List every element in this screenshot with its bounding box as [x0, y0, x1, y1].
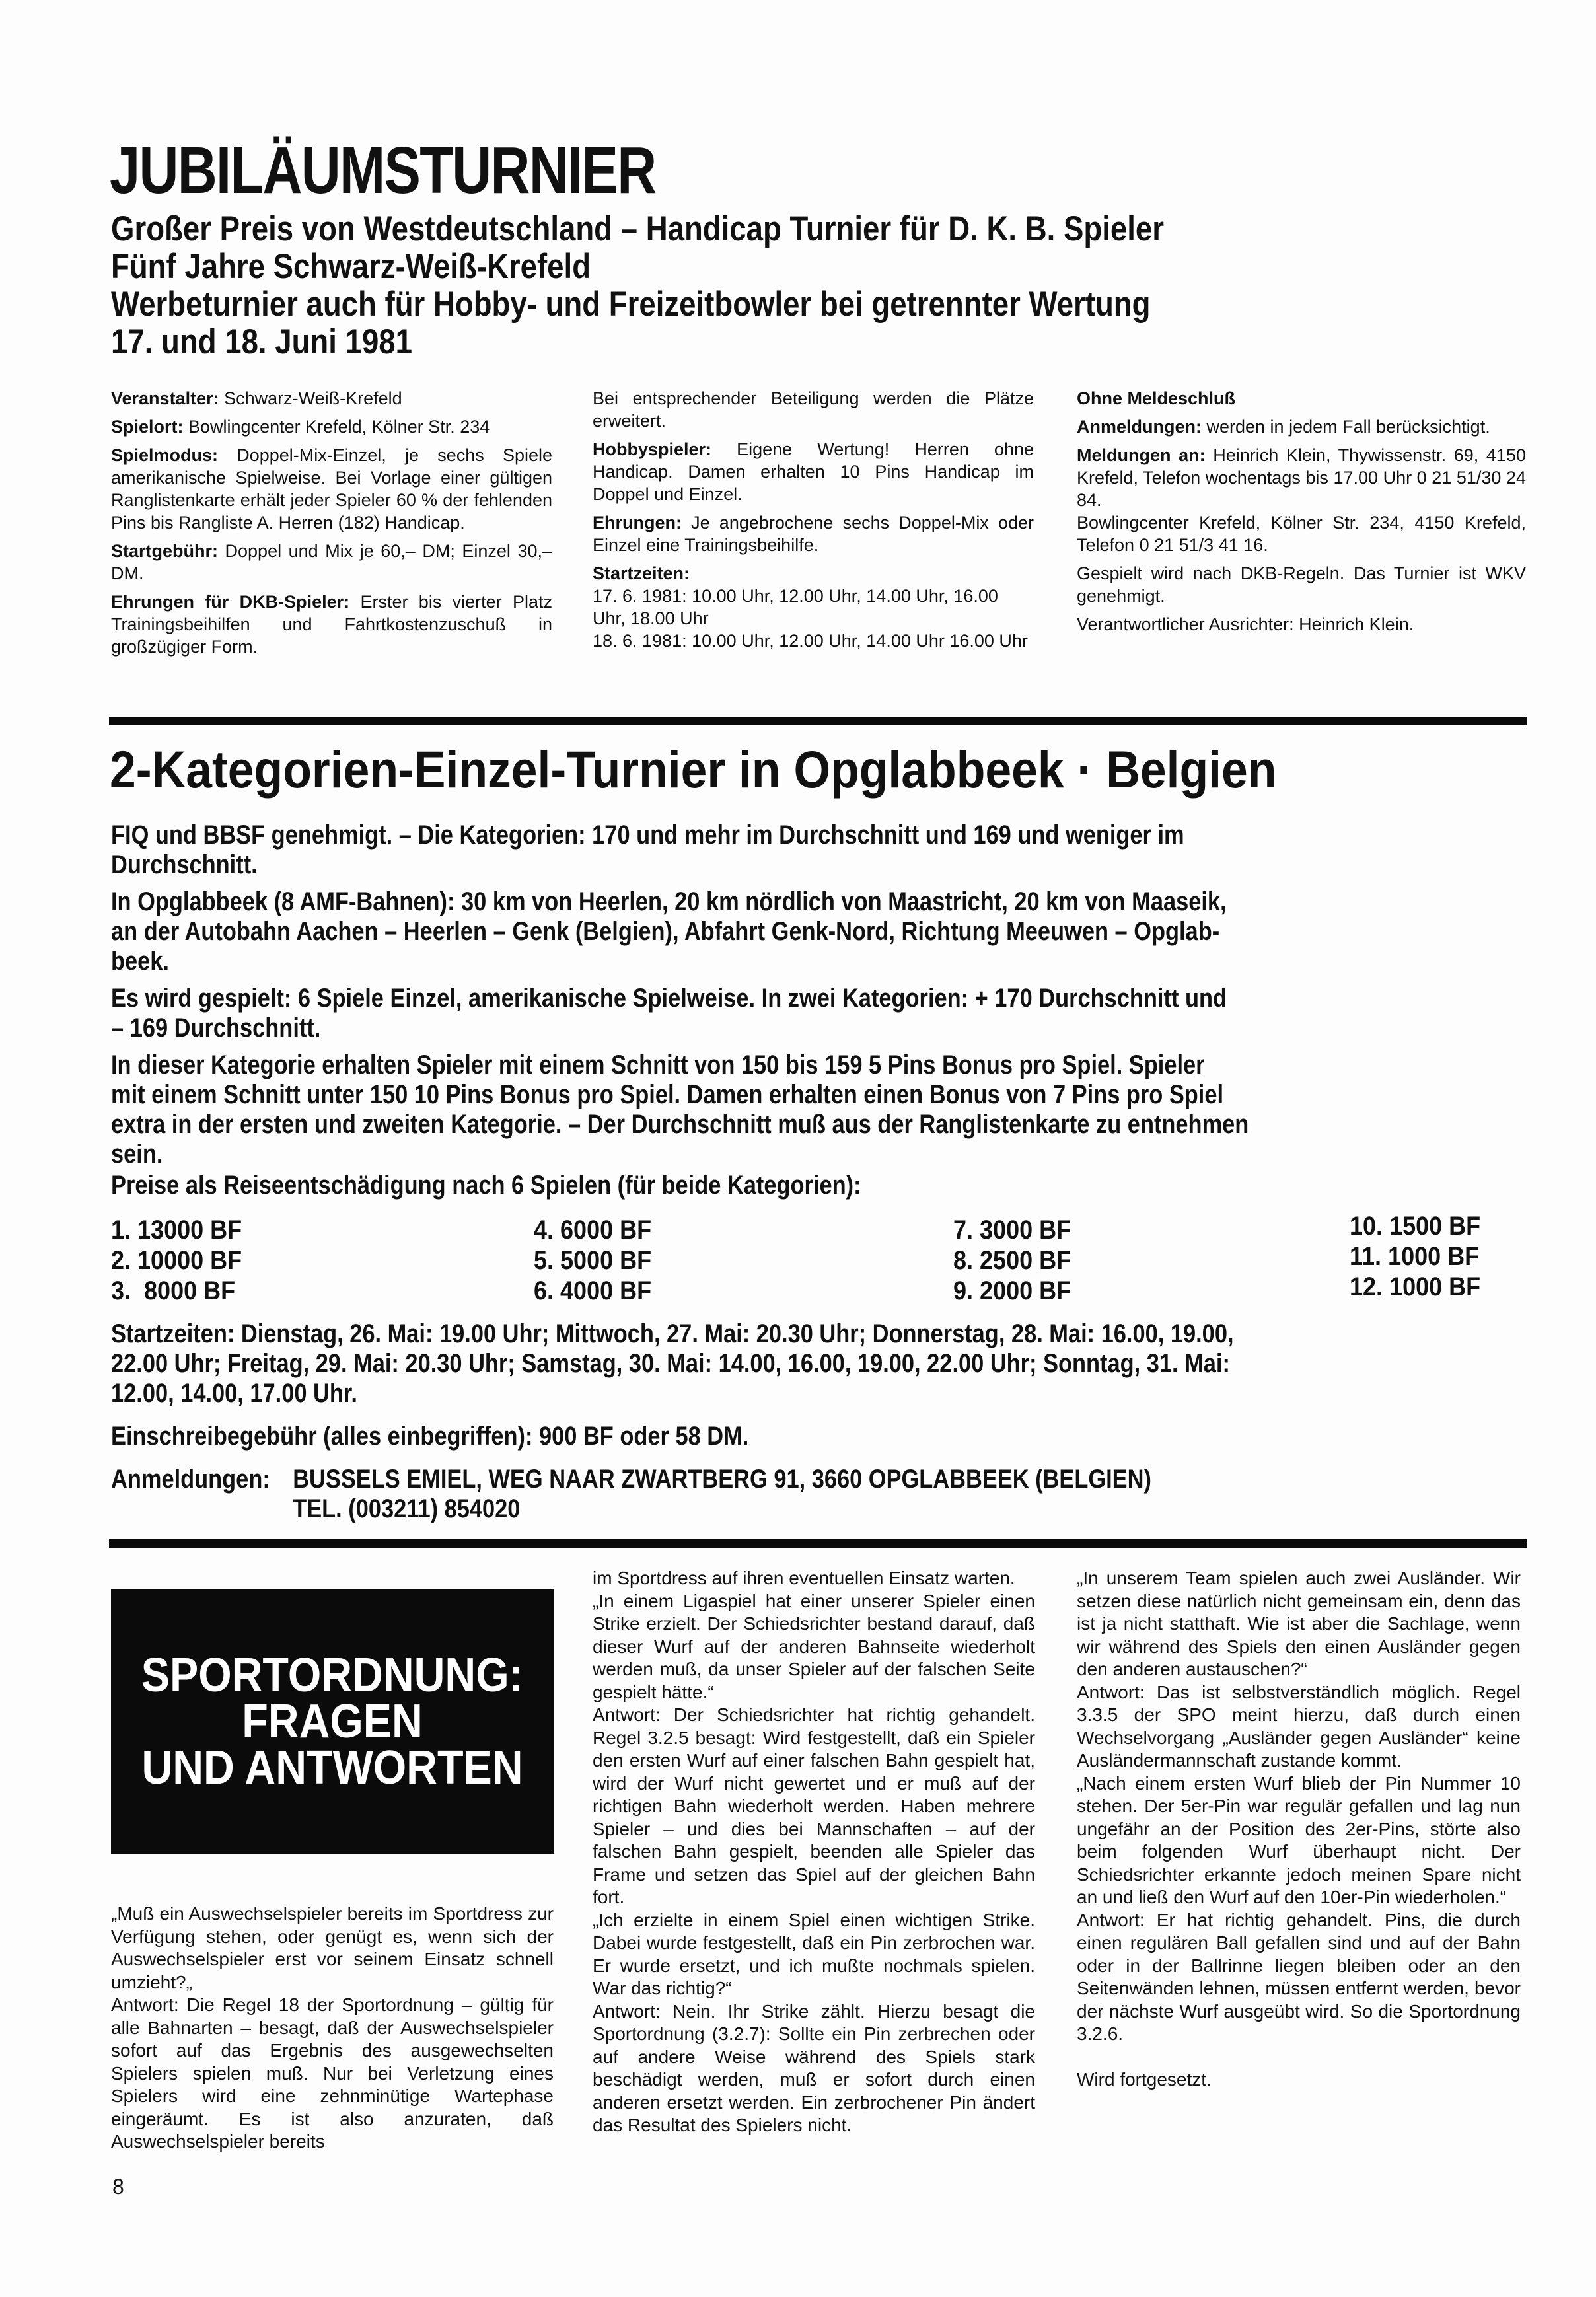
question: „Muß ein Auswechselspieler bereits im Sportdress zur Verfügung stehen, oder genügt es, wenn sich der Auswechselspieler erst vor seinem Einsatz schnell umzieht?„: [111, 1903, 554, 1992]
info-entry: Gespielt wird nach DKB-Regeln. Das Turnier ist WKV genehmigt.: [1077, 564, 1526, 606]
prize-item: 6. 4000 BF: [534, 1276, 652, 1305]
info-text: Bowlingcenter Krefeld, Kölner Str. 234: [183, 417, 490, 437]
start-times: [111, 1319, 1520, 1408]
section-divider: [109, 1539, 1527, 1548]
question: „In einem Ligaspiel hat einer unserer Spieler einen Strike erzielt. Der Schiedsrichter bestand darauf, daß dieser Wurf auf der anderen Bahnseite wiederholt werden muß, da unser Spieler auf der falschen Seite gespielt hätte.“: [593, 1590, 1035, 1702]
line: 12.00, 14.00, 17.00 Uhr.: [111, 1379, 357, 1408]
info-label: Hobbyspieler:: [593, 439, 712, 459]
info-text: werden in jedem Fall berücksichtigt.: [1202, 417, 1490, 437]
info-text: Je angebrochene sechs Doppel-Mix oder Einzel eine Trainingsbeihilfe.: [593, 513, 1034, 555]
registration-label: Anmeldungen:: [111, 1465, 270, 1494]
page-number: 8: [112, 2175, 124, 2199]
line: In Opglabbeek (8 AMF-Bahnen): 30 km von Heerlen, 20 km nördlich von Maastricht, 20 km von Maaseik,: [111, 887, 1227, 916]
info-entry: [1077, 444, 1526, 511]
subheading: Fünf Jahre Schwarz-Weiß-Krefeld: [111, 247, 591, 286]
prize-item: 3. 8000 BF: [111, 1276, 236, 1305]
info-text: Schwarz-Weiß-Krefeld: [219, 388, 402, 408]
line: Es wird gespielt: 6 Spiele Einzel, amerikanische Spielweise. In zwei Kategorien: + 170 Durchschnitt und: [111, 984, 1227, 1013]
start-time: 17. 6. 1981: 10.00 Uhr, 12.00 Uhr, 14.00 Uhr, 16.00 Uhr, 18.00 Uhr: [593, 586, 998, 628]
info-entry: [1077, 387, 1526, 410]
paragraph: [111, 820, 1520, 880]
prize-item: 11. 1000 BF: [1350, 1242, 1480, 1271]
prize-item: 4. 6000 BF: [534, 1216, 652, 1245]
paragraph: [111, 984, 1520, 1043]
info-text: Doppel und Mix je 60,– DM; Einzel 30,– DM.: [111, 541, 552, 583]
qa-column-2: [593, 1567, 1035, 2137]
info-text: Heinrich Klein, Thywissenstr. 69, 4150 Krefeld, Telefon wochentags bis 17.00 Uhr 0 21 51/30 24 84.: [1077, 445, 1526, 510]
prize-item: 8. 2500 BF: [953, 1246, 1071, 1275]
question: „In unserem Team spielen auch zwei Ausländer. Wir setzen diese natürlich nicht gemeinsam ein, denn das ist ja nicht statthaft. Wie ist aber die Sachlage, wenn wir während des Spiels den einen Ausländer gegen den anderen austauschen?“: [1077, 1568, 1521, 1679]
line: FIQ und BBSF genehmigt. – Die Kategorien: 170 und mehr im Durchschnitt und 169 und weniger im: [111, 820, 1184, 850]
line: In dieser Kategorie erhalten Spieler mit einem Schnitt von 150 bis 159 5 Pins Bonus pro Spiel. Spieler: [111, 1050, 1205, 1079]
info-label: Anmeldungen:: [1077, 417, 1202, 437]
line: – 169 Durchschnitt.: [111, 1013, 321, 1042]
info-entry: [111, 591, 552, 658]
info-entry: [593, 387, 1034, 432]
info-column-3: [1077, 387, 1526, 641]
info-entry: [111, 444, 552, 534]
info-label: Startzeiten:: [593, 564, 690, 583]
answer-continued: im Sportdress auf ihren eventuellen Einsatz warten.: [593, 1568, 1015, 1588]
prize-item: 12. 1000 BF: [1350, 1272, 1481, 1301]
info-entry: [593, 562, 1034, 585]
prize-item: 10. 1500 BF: [1350, 1212, 1481, 1241]
info-text: Erster bis vierter Platz Trainingsbeihilfen und Fahrtkostenzuschuß in großzügiger Form.: [111, 592, 552, 657]
info-entry: Verantwortlicher Ausrichter: Heinrich Klein.: [1077, 614, 1414, 634]
info-column-2: [593, 387, 1034, 652]
prize-item: 2. 10000 BF: [111, 1246, 242, 1275]
qa-column-1: [111, 1903, 554, 2154]
prize-item: 9. 2000 BF: [953, 1276, 1071, 1305]
info-entry: [593, 438, 1034, 505]
prize-item: 7. 3000 BF: [953, 1216, 1071, 1245]
info-label: Ohne Meldeschluß: [1077, 388, 1236, 408]
continued-note: Wird fortgesetzt.: [1077, 2068, 1212, 2090]
prize-item: 1. 13000 BF: [111, 1216, 242, 1245]
question: „Ich erzielte in einem Spiel einen wichtigen Strike. Dabei wurde festgestellt, daß ein Pin zerbrochen war. Er wurde ersetzt, und ich mußte nochmals spielen. War das richtig?“: [593, 1909, 1035, 1998]
registration: [111, 1465, 1520, 1524]
line: 22.00 Uhr; Freitag, 29. Mai: 20.30 Uhr; Samstag, 30. Mai: 14.00, 16.00, 19.00, 22.00 Uhr; Sonntag, 31. Mai:: [111, 1349, 1230, 1378]
info-column-1: [111, 387, 552, 664]
paragraph: [111, 887, 1520, 976]
info-label: Ehrungen:: [593, 513, 682, 532]
info-label: Ehrungen für DKB-Spieler:: [111, 592, 350, 612]
info-entry: Bowlingcenter Krefeld, Kölner Str. 234, 4150 Krefeld, Telefon 0 21 51/3 41 16.: [1077, 513, 1526, 555]
info-entry: [111, 540, 552, 585]
info-text: Doppel-Mix-Einzel, je sechs Spiele amerikanische Spielweise. Bei Vorlage einer gültigen Ranglistenkarte erhält jeder Spieler 60 % der fehlenden Pins bis Rangliste A. Herren (182) Handicap.: [111, 445, 552, 532]
line: an der Autobahn Aachen – Heerlen – Genk (Belgien), Abfahrt Genk-Nord, Richtung Meeuwen – Opglab-: [111, 917, 1220, 946]
answer: Antwort: Er hat richtig gehandelt. Pins, die durch einen regulären Ball gefallen sind und auf der Bahn oder in der Ballrinne liegen bleiben oder an den Seitenwänden lehnen, müssen entfernt werden, bevor der nächste Wurf ausgeübt wird. So die Sportordnung 3.2.6.: [1077, 1909, 1521, 2044]
info-label: Meldungen an:: [1077, 445, 1206, 465]
info-entry: [111, 416, 552, 438]
subheading-date: 17. und 18. Juni 1981: [111, 322, 413, 361]
section2-body: [111, 820, 1520, 1208]
line: extra in der ersten und zweiten Kategorie. – Der Durchschnitt muß aus der Ranglistenkarte zu entnehmen: [111, 1110, 1249, 1139]
sportordnung-title-box: [111, 1589, 554, 1854]
entry-fee: Einschreibegebühr (alles einbegriffen): 900 BF oder 58 DM.: [111, 1422, 749, 1451]
info-label: Veranstalter:: [111, 388, 219, 408]
qa-column-3: [1077, 1567, 1521, 2091]
paragraph: [111, 1050, 1520, 1169]
info-text: Eigene Wertung! Herren ohne Handicap. Damen erhalten 10 Pins Handicap im Doppel und Einzel.: [593, 439, 1034, 504]
subheading: Großer Preis von Westdeutschland – Handicap Turnier für D. K. B. Spieler: [111, 209, 1164, 248]
line: beek.: [111, 947, 169, 976]
registration-address: BUSSELS EMIEL, WEG NAAR ZWARTBERG 91, 3660 OPGLABBEEK (BELGIEN) TEL. (003211) 854020: [293, 1465, 1151, 1523]
prize-list: [111, 1212, 1531, 1308]
section1-subheadings: [111, 210, 1418, 361]
answer: Antwort: Der Schiedsrichter hat richtig gehandelt. Regel 3.2.5 besagt: Wird festgestellt, daß ein Spieler den ersten Wurf auf einer falschen Bahn gespielt hat, wird der Wurf nicht gewertet und er muß auf der richtigen Bahn wiederholt werden. Haben mehrere Spieler – und dies bei Mannschaften – auf der falschen Bahn gespielt, beenden alle Spieler das Frame und setzen das Spiel auf der gleichen Bahn fort.: [593, 1704, 1035, 1907]
section1-title: JUBILÄUMSTURNIER: [110, 133, 656, 207]
info-entry: [593, 511, 1034, 556]
paragraph: [111, 1171, 1520, 1200]
section-divider: [109, 717, 1527, 725]
answer: Antwort: Die Regel 18 der Sportordnung – gültig für alle Bahnarten – besagt, daß der Auswechselspieler sofort auf das Ergebnis des ausgewechselten Spielers spielen muß. Nur bei Verletzung eines Spielers wird eine zehnminütige Wartephase eingeräumt. Es ist also anzuraten, daß Auswechselspieler bereits: [111, 1994, 554, 2152]
info-text: Bei entsprechender Beteiligung werden die Plätze erweitert.: [593, 388, 1034, 431]
subheading: Werbeturnier auch für Hobby- und Freizeitbowler bei getrennter Wertung: [111, 285, 1151, 324]
info-entry: [1077, 416, 1526, 438]
line: mit einem Schnitt unter 150 10 Pins Bonus pro Spiel. Damen erhalten einen Bonus von 7 Pins pro Spiel: [111, 1080, 1224, 1109]
prizes-heading: Preise als Reiseentschädigung nach 6 Spielen (für beide Kategorien):: [111, 1171, 861, 1200]
prize-item: 5. 5000 BF: [534, 1246, 652, 1275]
box-title-line: FRAGEN: [242, 1695, 423, 1748]
box-title-line: SPORTORDNUNG:: [141, 1649, 524, 1702]
info-label: Startgebühr:: [111, 541, 218, 561]
answer: Antwort: Nein. Ihr Strike zählt. Hierzu besagt die Sportordnung (3.2.7): Sollte ein Pin zerbrechen oder auf andere Weise während des Spiels stark beschädigt werden, muß er sofort durch einen anderen ersetzt werden. Ein zerbrochener Pin ändert das Resultat des Spielers nicht.: [593, 2000, 1035, 2135]
box-title-line: UND ANTWORTEN: [141, 1741, 523, 1794]
section2-schedule: [111, 1319, 1520, 1524]
line: Startzeiten: Dienstag, 26. Mai: 19.00 Uhr; Mittwoch, 27. Mai: 20.30 Uhr; Donnerstag, 28. Mai: 16.00, 19.00,: [111, 1319, 1234, 1348]
info-label: Spielort:: [111, 417, 184, 437]
start-time: 18. 6. 1981: 10.00 Uhr, 12.00 Uhr, 14.00 Uhr 16.00 Uhr: [593, 631, 1028, 651]
line: Durchschnitt.: [111, 850, 258, 879]
question: „Nach einem ersten Wurf blieb der Pin Nummer 10 stehen. Der 5er-Pin war regulär gefallen und lag nun ungefähr an der Position des 2er-Pins, störte also beim folgenden Wurf überhaupt nicht. Der Schiedsrichter erkannte jedoch meinen Spare nicht an und ließ den Wurf auf den 10er-Pin wiederholen.“: [1077, 1772, 1521, 1907]
info-label: Spielmodus:: [111, 445, 219, 465]
answer: Antwort: Das ist selbstverständlich möglich. Regel 3.3.5 der SPO meint hierzu, daß durch einen Wechselvorgang „Ausländer gegen Ausländer“ keine Ausländermannschaft zustande kommt.: [1077, 1681, 1521, 1770]
section2-title: 2-Kategorien-Einzel-Turnier in Opglabbeek · Belgien: [110, 740, 1277, 799]
line: sein.: [111, 1140, 163, 1169]
info-entry: [111, 387, 552, 410]
